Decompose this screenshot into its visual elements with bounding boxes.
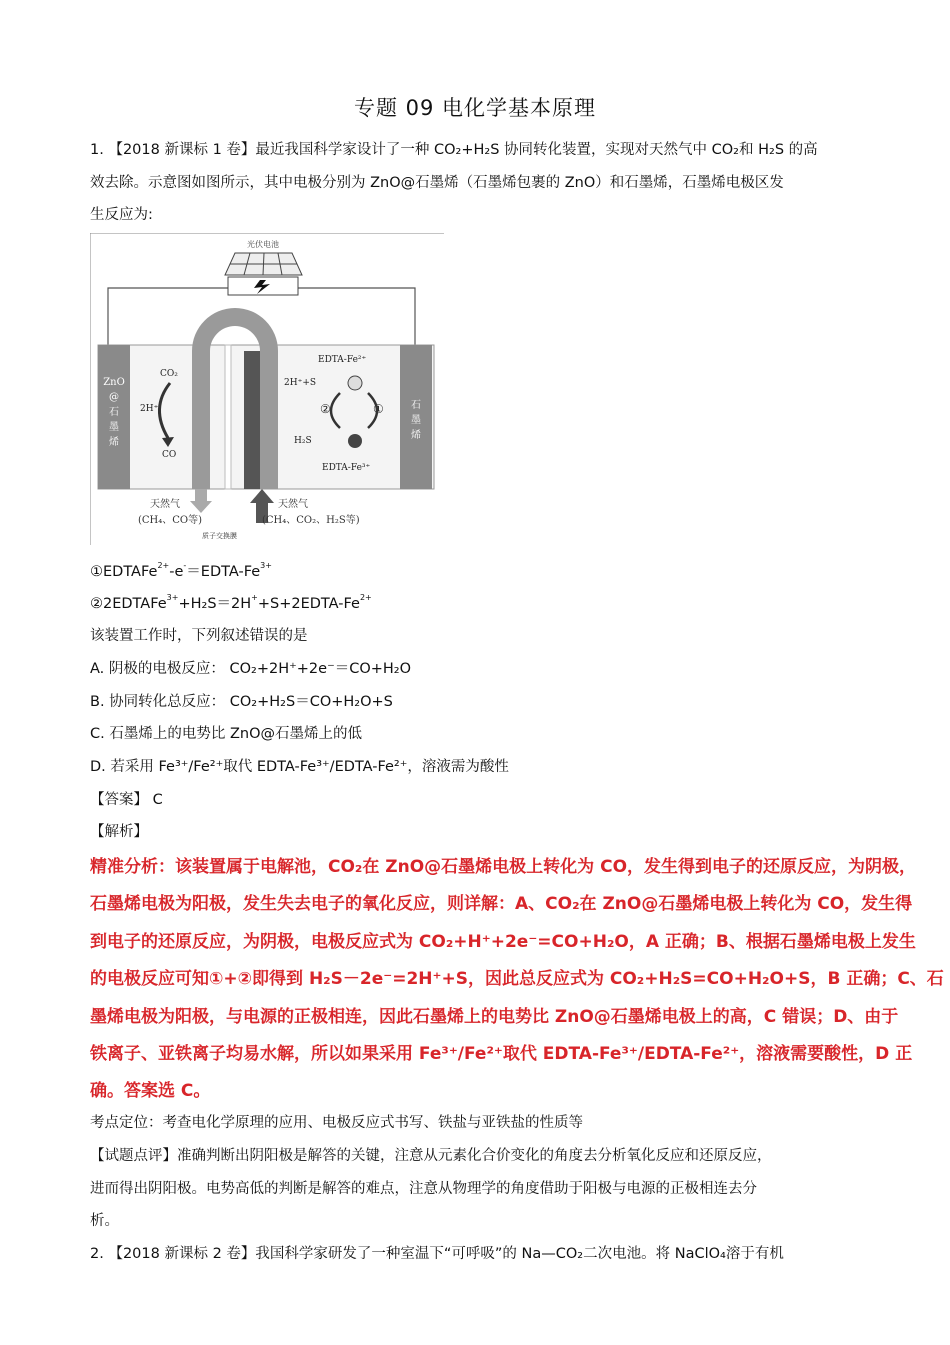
right-electrode-label: 石	[411, 400, 421, 411]
svg-text:2H⁺+S: 2H⁺+S	[284, 378, 317, 388]
svg-text:@: @	[109, 392, 119, 403]
svg-text:EDTA-Fe³⁺: EDTA-Fe³⁺	[322, 463, 371, 473]
svg-text:天然气: 天然气	[150, 499, 180, 510]
option-a: A. 阴极的电极反应： CO₂+2H⁺+2e⁻＝CO+H₂O	[90, 661, 412, 677]
svg-text:H₂S: H₂S	[294, 436, 312, 446]
comment-line-3: 析。	[90, 1213, 119, 1229]
analysis-heading: 【解析】	[90, 824, 148, 840]
svg-text:石: 石	[109, 407, 119, 418]
solar-label: 光伏电池	[247, 240, 279, 249]
svg-text:②: ②	[320, 402, 331, 416]
svg-text:天然气: 天然气	[278, 499, 308, 510]
q1-text-2: 效去除。示意图如图所示，其中电极分别为 ZnO@石墨烯（石墨烯包裹的 ZnO）和石墨烯，石墨烯电极区发	[90, 175, 784, 191]
analysis-line-2: 石墨烯电极为阳极，发生失去电子的氧化反应，则详解：A、CO₂在 ZnO@石墨烯电极上转化为 CO，发生得	[90, 894, 913, 914]
option-d: D. 若采用 Fe³⁺/Fe²⁺取代 EDTA-Fe³⁺/EDTA-Fe²⁺，溶液需为酸性	[90, 759, 509, 775]
svg-text:(CH₄、CO₂、H₂S等): (CH₄、CO₂、H₂S等)	[262, 515, 360, 526]
comment-line-2: 进而得出阴阳极。电势高低的判断是解答的难点，注意从物理学的角度借助于阳极与电源的正极相连去分	[90, 1181, 757, 1197]
svg-text:质子交换膜: 质子交换膜	[202, 532, 237, 540]
svg-text:墨: 墨	[109, 422, 119, 433]
electrolysis-diagram	[90, 233, 444, 545]
left-electrode-label: ZnO	[103, 377, 125, 388]
svg-text:①: ①	[373, 402, 384, 416]
svg-text:EDTA-Fe²⁺: EDTA-Fe²⁺	[318, 355, 367, 365]
knowledge-point: 考点定位：考查电化学原理的应用、电极反应式书写、铁盐与亚铁盐的性质等	[90, 1115, 583, 1131]
q1-text-1: 1. 【2018 新课标 1 卷】最近我国科学家设计了一种 CO₂+H₂S 协同转化装置，实现对天然气中 CO₂和 H₂S 的高	[90, 142, 818, 158]
svg-text:CO: CO	[162, 450, 177, 460]
svg-text:2H⁺: 2H⁺	[140, 404, 159, 414]
option-c: C. 石墨烯上的电势比 ZnO@石墨烯上的低	[90, 726, 362, 742]
analysis-line-7: 确。答案选 C。	[90, 1081, 211, 1101]
analysis-line-3: 到电子的还原反应，为阴极，电极反应式为 CO₂+H⁺+2e⁻=CO+H₂O，A 正确；B、根据石墨烯电极上发生	[90, 932, 916, 952]
analysis-line-1: 精准分析：该装置属于电解池，CO₂在 ZnO@石墨烯电极上转化为 CO，发生得到电子的还原反应，为阴极，	[90, 857, 917, 877]
analysis-line-6: 铁离子、亚铁离子均易水解，所以如果采用 Fe³⁺/Fe²⁺取代 EDTA-Fe³⁺/EDTA-Fe²⁺，溶液需要酸性，D 正	[90, 1044, 913, 1064]
answer: 【答案】 C	[90, 792, 163, 808]
svg-text:(CH₄、CO等): (CH₄、CO等)	[138, 515, 203, 526]
comment-line-1: 【试题点评】准确判断出阴阳极是解答的关键，注意从元素化合价变化的角度去分析氧化反应和还原反应，	[90, 1148, 772, 1164]
analysis-line-5: 墨烯电极为阳极，与电源的正极相连，因此石墨烯上的电势比 ZnO@石墨烯电极上的高，C 错误；D、由于	[90, 1007, 899, 1027]
page-title: 专题 09 电化学基本原理	[353, 96, 597, 120]
svg-text:墨: 墨	[411, 415, 421, 426]
question-stem: 该装置工作时，下列叙述错误的是	[90, 628, 308, 644]
q2-text-1: 2. 【2018 新课标 2 卷】我国科学家研发了一种室温下“可呼吸”的 Na—CO₂二次电池。将 NaClO₄溶于有机	[90, 1246, 784, 1262]
svg-text:烯: 烯	[109, 437, 119, 448]
analysis-line-4: 的电极反应可知①+②即得到 H₂S－2e⁻=2H⁺+S，因此总反应式为 CO₂+H₂S=CO+H₂O+S，B 正确；C、石	[90, 969, 944, 989]
svg-text:CO₂: CO₂	[160, 369, 178, 379]
reaction-1: $①EDTAFe^{2+}-e^-=EDTA-Fe^{3+}$	[90, 561, 272, 580]
reaction-2: $②2EDTAFe^{3+}+H_2S=2H^++S+2EDTA-Fe^{2+}$	[90, 593, 372, 612]
svg-text:烯: 烯	[411, 430, 421, 441]
option-b: B. 协同转化总反应： CO₂+H₂S＝CO+H₂O+S	[90, 694, 393, 710]
q1-text-3: 生反应为:	[90, 207, 153, 223]
